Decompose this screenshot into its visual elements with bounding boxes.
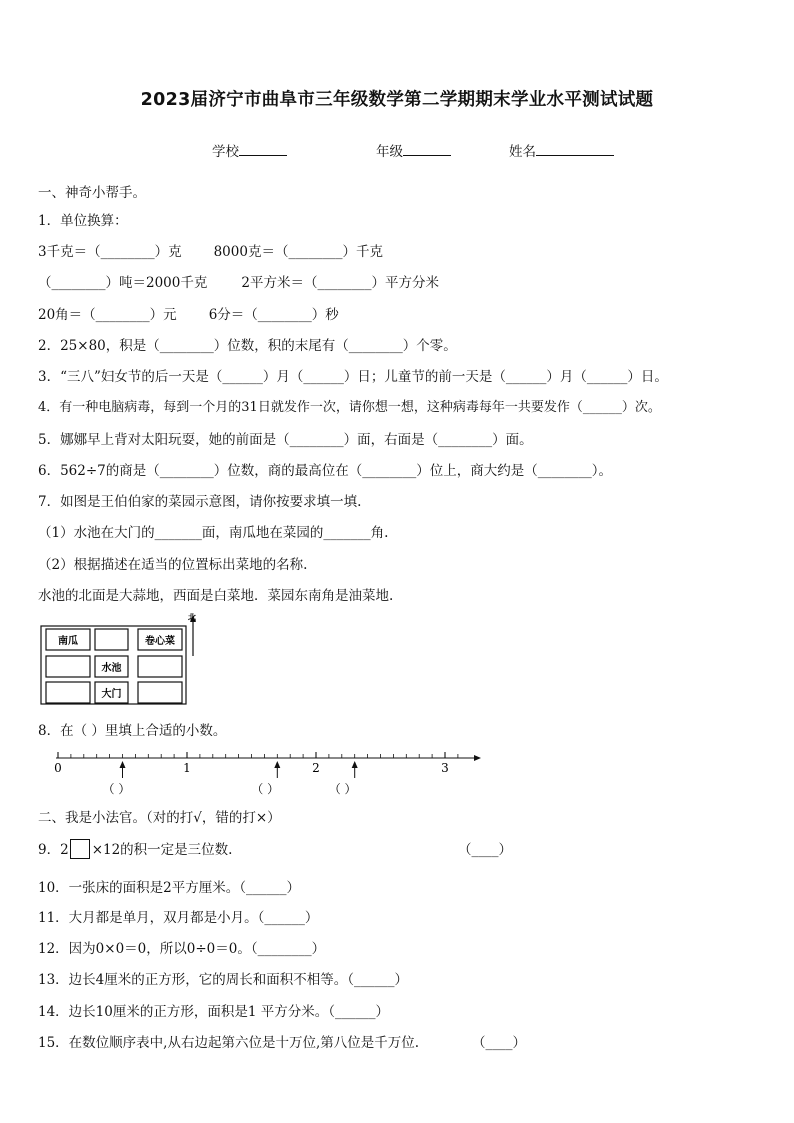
- q9-digit-box[interactable]: [70, 839, 90, 859]
- q5-text: 5．娜娜早上背对太阳玩耍，她的前面是（________）面，右面是（________）面。: [38, 432, 533, 448]
- number-line: [44, 748, 484, 800]
- number-line-answer[interactable]: （ ）: [251, 782, 280, 796]
- garden-cell-label: 大门: [101, 689, 122, 700]
- q1-item-b: 8000克＝（________）千克: [213, 244, 383, 260]
- q7-part3: 水池的北面是大蒜地，西面是白菜地．菜园东南角是油菜地.: [38, 588, 394, 604]
- grade-label: 年级: [376, 144, 403, 160]
- page-title: 2023届济宁市曲阜市三年级数学第二学期期末学业水平测试试题: [140, 90, 654, 110]
- number-line-pointer-head: [120, 761, 126, 768]
- q9-answer[interactable]: （____）: [458, 842, 512, 858]
- q9-line: [38, 838, 232, 859]
- q3-text: 3．“三八”妇女节的后一天是（______）月（______）日；儿童节的前一天是（______）月（______）日。: [38, 369, 668, 385]
- q1-text: 1．单位换算：: [38, 213, 128, 229]
- q1-line1: [38, 240, 383, 260]
- q4-text: 4．有一种电脑病毒，每到一个月的31日就发作一次，请你想一想，这种病毒每年一共要发作（______）次。: [38, 400, 661, 415]
- garden-cell: [95, 629, 128, 650]
- garden-cell: [138, 656, 182, 677]
- number-line-label: 1: [183, 761, 191, 775]
- number-line-answer[interactable]: （ ）: [102, 782, 131, 796]
- name-label: 姓名: [509, 144, 536, 160]
- number-line-pointer-head: [352, 761, 358, 768]
- q1-item-d: 2平方米＝（________）平方分米: [241, 275, 439, 291]
- q1-line2: [38, 271, 439, 291]
- number-line-answer[interactable]: （ ）: [328, 782, 357, 796]
- garden-cell-label: 南瓜: [58, 636, 78, 647]
- q7-part2: （2）根据描述在适当的位置标出菜地的名称.: [38, 557, 308, 573]
- garden-cell: [46, 656, 90, 677]
- north-label: 北: [188, 612, 196, 622]
- school-label: 学校: [212, 144, 239, 160]
- number-line-label: 0: [54, 761, 62, 775]
- q15-text: 15．在数位顺序表中,从右边起第六位是十万位,第八位是千万位.: [38, 1035, 420, 1051]
- garden-cell: [46, 682, 90, 703]
- q11-text: 11．大月都是单月，双月都是小月。（______）: [38, 910, 319, 926]
- q1-item-f: 6分＝（________）秒: [208, 307, 339, 323]
- q10-text: 10．一张床的面积是2平方厘米。（______）: [38, 880, 301, 896]
- school-blank: [239, 143, 287, 156]
- q9-suffix: ×12的积一定是三位数.: [91, 842, 233, 858]
- q1-item-e: 20角＝（________）元: [38, 307, 177, 323]
- section2-heading: 二、我是小法官。（对的打√，错的打×）: [38, 810, 281, 826]
- q14-text: 14．边长10厘米的正方形，面积是1 平方分米。（______）: [38, 1004, 389, 1020]
- number-line-pointer-head: [274, 761, 280, 768]
- q15-answer[interactable]: （____）: [472, 1035, 526, 1051]
- name-field: [509, 140, 614, 160]
- number-line-label: 3: [441, 761, 449, 775]
- section1-heading: 一、神奇小帮手。: [38, 185, 146, 201]
- garden-cell-label: 水池: [101, 663, 122, 674]
- grade-blank: [403, 143, 451, 156]
- q1-line3: [38, 303, 339, 323]
- q12-text: 12．因为0×0＝0，所以0÷0＝0。（________）: [38, 941, 326, 957]
- q6-text: 6．562÷7的商是（________）位数，商的最高位在（________）位上，商大约是（________）。: [38, 463, 613, 479]
- q1-item-c: （________）吨＝2000千克: [38, 275, 208, 291]
- garden-diagram: [38, 612, 208, 708]
- q2-text: 2．25×80，积是（________）位数，积的末尾有（________）个零。: [38, 338, 457, 354]
- garden-cell-label: 卷心菜: [145, 636, 175, 647]
- grade-field: [376, 140, 451, 160]
- q9-prefix: 9．2: [38, 842, 69, 858]
- garden-cell: [138, 682, 182, 703]
- q7-part1: （1）水池在大门的_______面，南瓜地在菜园的_______角.: [38, 525, 389, 541]
- school-field: [212, 140, 287, 160]
- q13-text: 13．边长4厘米的正方形，它的周长和面积不相等。（______）: [38, 972, 409, 988]
- q1-item-a: 3千克＝（________）克: [38, 244, 182, 260]
- q7-text: 7．如图是王伯伯家的菜园示意图，请你按要求填一填.: [38, 494, 362, 510]
- number-line-arrowhead: [474, 755, 481, 761]
- q8-text: 8．在（ ）里填上合适的小数。: [38, 723, 227, 739]
- name-blank: [536, 143, 614, 156]
- number-line-label: 2: [312, 761, 320, 775]
